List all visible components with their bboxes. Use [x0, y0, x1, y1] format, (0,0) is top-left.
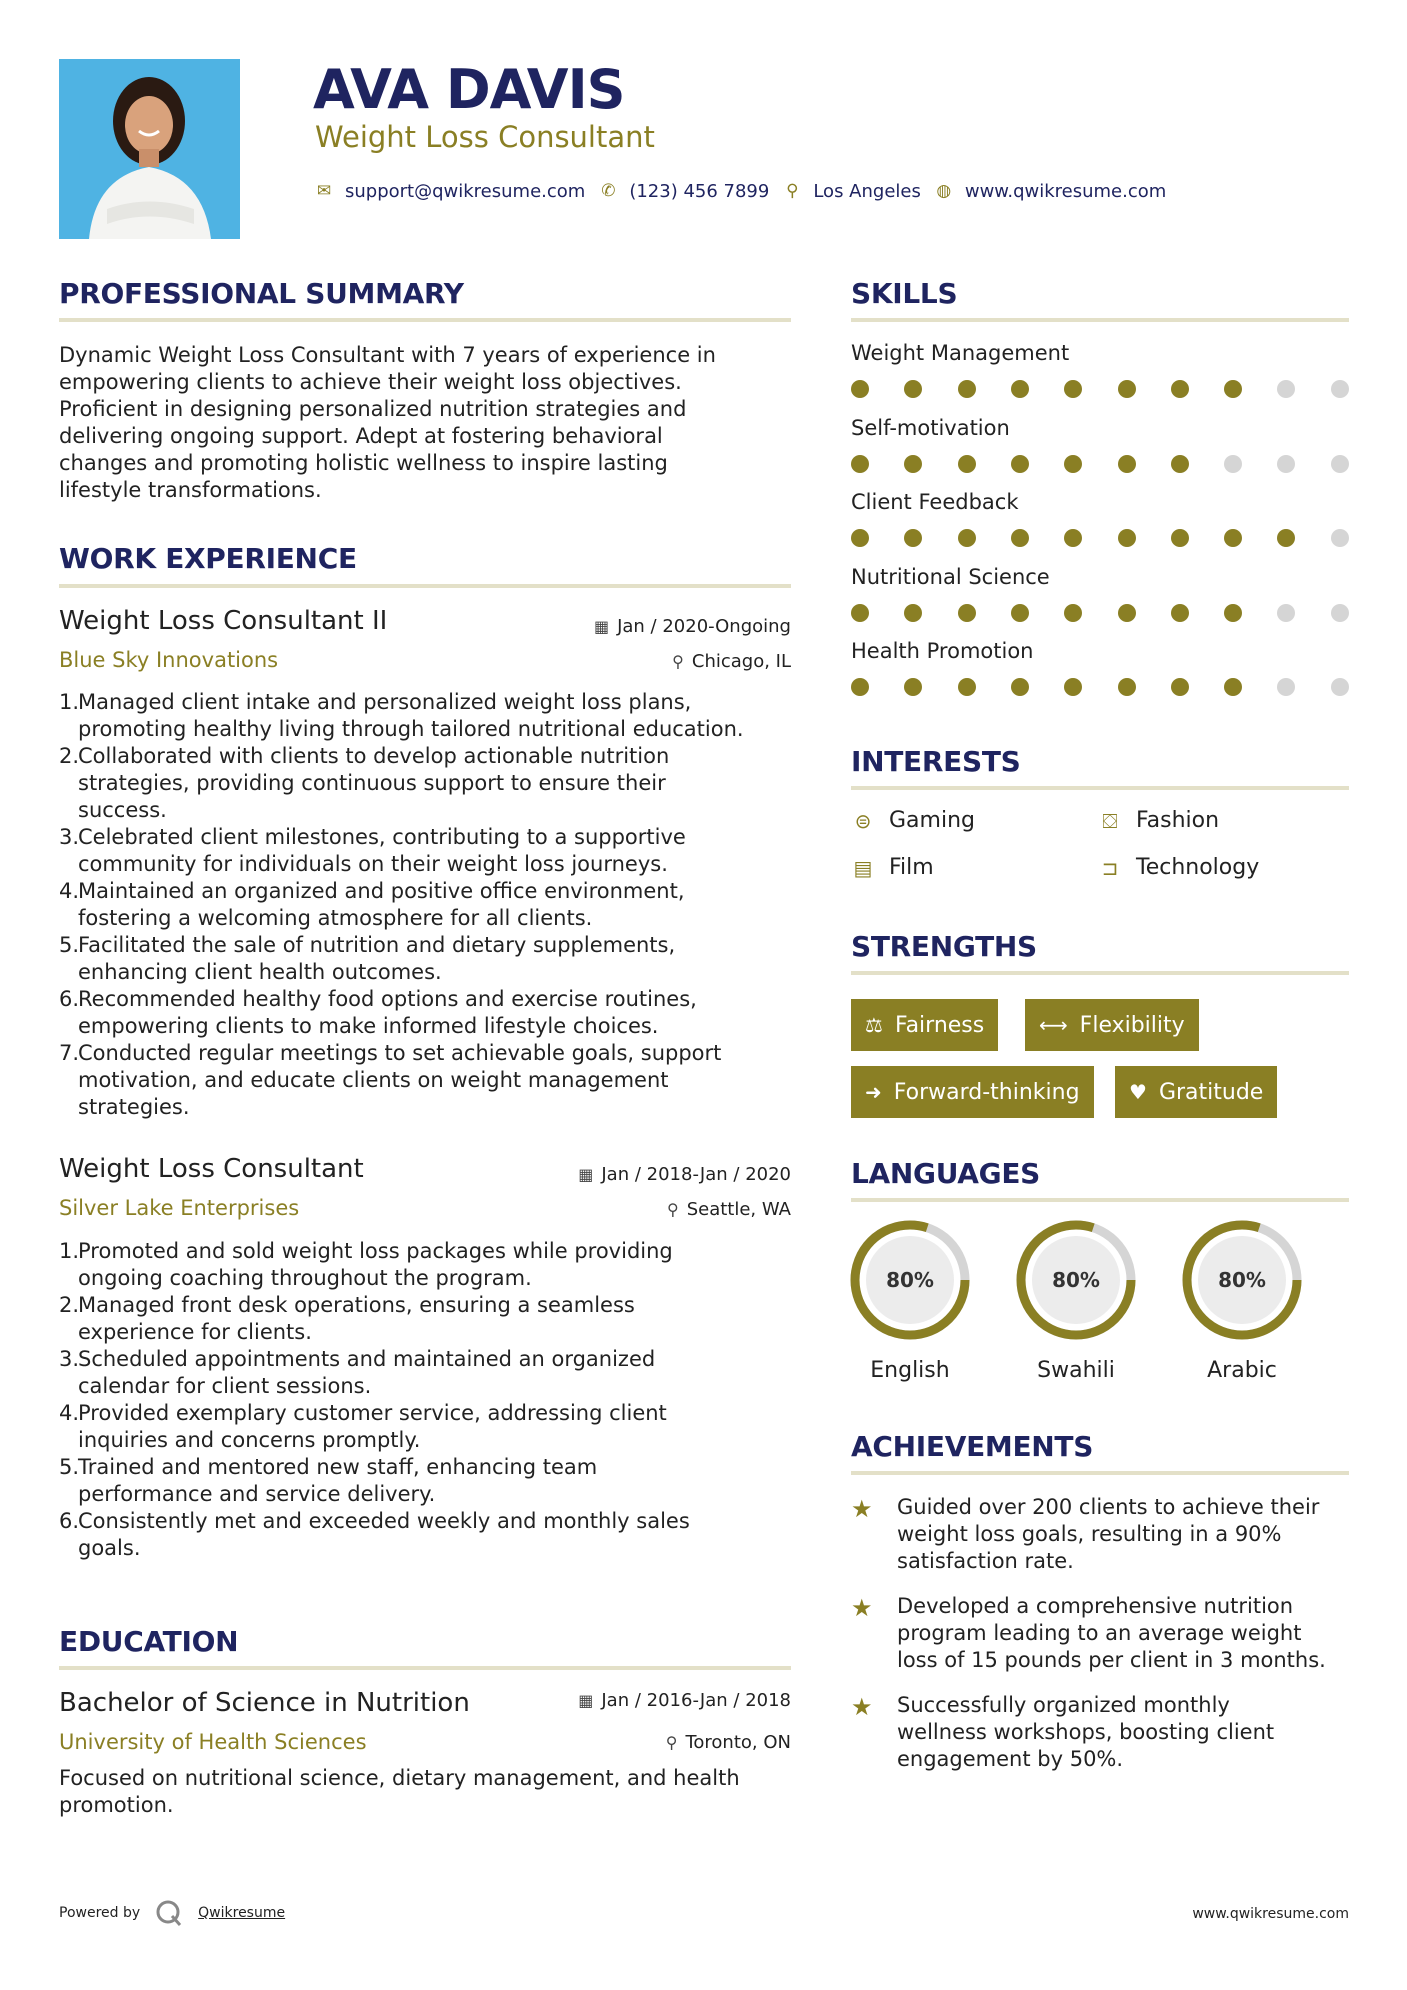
interest-item — [1098, 808, 1219, 833]
job-date-text: Jan / 2018-Jan / 2020 — [601, 1164, 791, 1185]
job-company: Blue Sky Innovations — [59, 648, 279, 672]
rating-dot-filled — [1064, 455, 1082, 473]
bullet-number: 4. — [59, 1401, 80, 1425]
rating-dot-filled — [1224, 380, 1242, 398]
interest-item — [851, 855, 934, 880]
brand-link[interactable]: Qwikresume — [198, 1905, 286, 1921]
rating-dot-filled — [1064, 380, 1082, 398]
experience-heading: WORK EXPERIENCE — [59, 542, 357, 575]
scale-icon: ⚖ — [865, 1013, 883, 1037]
language-item — [1180, 1218, 1304, 1383]
bullet-item — [59, 1508, 799, 1562]
education-location — [666, 1732, 791, 1753]
footer-powered — [59, 1898, 285, 1928]
skills-heading: SKILLS — [851, 277, 958, 310]
job-company: Silver Lake Enterprises — [59, 1196, 300, 1220]
bullet-item — [59, 878, 799, 932]
gauge-percent: 80% — [1218, 1268, 1266, 1292]
bullet-item — [59, 1040, 799, 1121]
rating-dot-filled — [1224, 529, 1242, 547]
bullet-number: 5. — [59, 1455, 80, 1479]
rating-dot-filled — [904, 380, 922, 398]
education-line: Focused on nutritional science, dietary management, and health — [59, 1766, 740, 1790]
bullet-item — [59, 689, 799, 743]
rating-dot-filled — [1118, 455, 1136, 473]
strength-tag — [851, 999, 998, 1051]
gauge-percent: 80% — [1052, 1268, 1100, 1292]
language-item — [1014, 1218, 1138, 1383]
achievement-line: satisfaction rate. — [897, 1549, 1074, 1573]
achievement-line: engagement by 50%. — [897, 1747, 1124, 1771]
achievement-line: Guided over 200 clients to achieve their — [897, 1495, 1320, 1519]
phone-icon: ✆ — [601, 181, 616, 201]
bullet-line: Trained and mentored new staff, enhancing team — [78, 1455, 598, 1479]
rating-dot-empty — [1277, 455, 1295, 473]
rating-dot-filled — [1064, 529, 1082, 547]
job-date-text: Jan / 2020-Ongoing — [617, 616, 791, 637]
language-name: Swahili — [1037, 1358, 1115, 1383]
skill-rating — [851, 380, 1349, 400]
languages-divider — [851, 1198, 1349, 1202]
calendar-icon: ▦ — [593, 617, 610, 636]
summary-line: changes and promoting holistic wellness to inspire lasting — [59, 451, 668, 475]
education-location-text: Toronto, ON — [685, 1732, 791, 1753]
rating-dot-filled — [958, 529, 976, 547]
contact-phone[interactable] — [599, 181, 769, 202]
summary-text — [59, 342, 791, 504]
degree-title: Bachelor of Science in Nutrition — [59, 1688, 470, 1718]
strengths-divider — [851, 971, 1349, 975]
gauge-percent: 80% — [886, 1268, 934, 1292]
strength-tag — [1115, 1066, 1277, 1118]
language-gauge — [848, 1218, 972, 1342]
bullet-line: strategies, providing continuous support to ensure their — [78, 771, 666, 795]
bullet-item — [59, 1454, 799, 1508]
skill-rating — [851, 604, 1349, 624]
achievement-item — [851, 1494, 1349, 1575]
job-location-text: Seattle, WA — [686, 1199, 791, 1220]
language-name: Arabic — [1207, 1358, 1277, 1383]
bullet-item — [59, 1346, 799, 1400]
job-location-text: Chicago, IL — [691, 651, 791, 672]
bullet-line: strategies. — [78, 1095, 190, 1119]
skill-rating — [851, 455, 1349, 475]
strength-label: Forward-thinking — [893, 1079, 1080, 1105]
contact-bar — [315, 179, 1166, 203]
achievement-line: Successfully organized monthly — [897, 1693, 1230, 1717]
bullet-line: Provided exemplary customer service, addressing client — [78, 1401, 667, 1425]
bullet-number: 5. — [59, 933, 80, 957]
rating-dot-filled — [904, 455, 922, 473]
experience-divider — [59, 584, 791, 588]
rating-dot-filled — [1011, 678, 1029, 696]
bullet-line: Maintained an organized and positive office environment, — [78, 879, 685, 903]
arrows-horizontal-icon: ⟷ — [1039, 1013, 1068, 1037]
bullet-number: 6. — [59, 1509, 80, 1533]
rating-dot-empty — [1277, 380, 1295, 398]
profile-photo — [59, 59, 240, 239]
bullet-item — [59, 986, 799, 1040]
rating-dot-filled — [851, 380, 869, 398]
achievements-heading: ACHIEVEMENTS — [851, 1430, 1094, 1463]
rating-dot-filled — [958, 678, 976, 696]
rating-dot-filled — [1118, 604, 1136, 622]
interest-label: Film — [889, 855, 934, 880]
bullet-item — [59, 743, 799, 824]
summary-line: empowering clients to achieve their weight loss objectives. — [59, 370, 682, 394]
skills-divider — [851, 318, 1349, 322]
rating-dot-empty — [1331, 380, 1349, 398]
education-date — [578, 1690, 791, 1711]
rating-dot-empty — [1277, 604, 1295, 622]
achievement-item — [851, 1593, 1349, 1674]
summary-divider — [59, 318, 791, 322]
bullet-line: fostering a welcoming atmosphere for all clients. — [78, 906, 593, 930]
bullet-line: calendar for client sessions. — [78, 1374, 372, 1398]
interest-label: Fashion — [1136, 808, 1220, 833]
qwikresume-logo-icon — [154, 1898, 184, 1928]
achievement-line: loss of 15 pounds per client in 3 months. — [897, 1648, 1326, 1672]
summary-line: delivering ongoing support. Adept at fostering behavioral — [59, 424, 663, 448]
job-date — [578, 1164, 791, 1185]
rating-dot-empty — [1277, 678, 1295, 696]
summary-line: lifestyle transformations. — [59, 478, 322, 502]
achievements-divider — [851, 1471, 1349, 1475]
language-gauge — [1014, 1218, 1138, 1342]
education-divider — [59, 1666, 791, 1670]
bullet-line: Scheduled appointments and maintained an organized — [78, 1347, 656, 1371]
contact-website[interactable] — [935, 181, 1166, 202]
interest-label: Technology — [1136, 855, 1260, 880]
strength-label: Fairness — [894, 1012, 985, 1038]
strengths-heading: STRENGTHS — [851, 930, 1037, 963]
languages-heading: LANGUAGES — [851, 1157, 1041, 1190]
bullet-number: 3. — [59, 1347, 80, 1371]
trophy-star-icon: ★ — [851, 1594, 873, 1622]
film-icon: ▤ — [853, 855, 873, 880]
rating-dot-filled — [1171, 678, 1189, 696]
rating-dot-filled — [958, 455, 976, 473]
job-title: Weight Loss Consultant — [59, 1154, 364, 1184]
bullet-number: 2. — [59, 1293, 80, 1317]
bullet-number: 4. — [59, 879, 80, 903]
bullet-line: Recommended healthy food options and exercise routines, — [78, 987, 697, 1011]
bullet-item — [59, 932, 799, 986]
bullet-item — [59, 1400, 799, 1454]
rating-dot-empty — [1331, 529, 1349, 547]
bullet-number: 1. — [59, 1239, 80, 1263]
rating-dot-filled — [1118, 529, 1136, 547]
skill-name: Client Feedback — [851, 490, 1019, 514]
job-location — [672, 651, 791, 672]
laptop-icon: ⊐ — [1101, 855, 1119, 880]
bullet-line: success. — [78, 798, 167, 822]
summary-heading: PROFESSIONAL SUMMARY — [59, 277, 464, 310]
summary-line: Dynamic Weight Loss Consultant with 7 years of experience in — [59, 343, 716, 367]
rating-dot-filled — [1064, 678, 1082, 696]
skill-rating — [851, 678, 1349, 698]
bullet-line: Managed front desk operations, ensuring a seamless — [78, 1293, 635, 1317]
job-bullets — [59, 689, 799, 1121]
rating-dot-filled — [1118, 678, 1136, 696]
candidate-title: Weight Loss Consultant — [315, 120, 655, 154]
bullet-number: 6. — [59, 987, 80, 1011]
rating-dot-filled — [1011, 380, 1029, 398]
rating-dot-filled — [851, 455, 869, 473]
rating-dot-filled — [1224, 604, 1242, 622]
rating-dot-empty — [1224, 455, 1242, 473]
footer-url[interactable]: www.qwikresume.com — [1192, 1906, 1349, 1922]
trophy-star-icon: ★ — [851, 1495, 873, 1523]
bullet-number: 7. — [59, 1041, 80, 1065]
rating-dot-filled — [1277, 529, 1295, 547]
rating-dot-empty — [1331, 604, 1349, 622]
gamepad-icon: ⊜ — [854, 808, 872, 833]
language-gauge — [1180, 1218, 1304, 1342]
bullet-line: performance and service delivery. — [78, 1482, 436, 1506]
rating-dot-empty — [1331, 455, 1349, 473]
language-item — [848, 1218, 972, 1383]
strength-label: Flexibility — [1079, 1012, 1185, 1038]
rating-dot-filled — [1171, 529, 1189, 547]
calendar-icon: ▦ — [578, 1691, 594, 1710]
language-name: English — [870, 1358, 950, 1383]
job-title: Weight Loss Consultant II — [59, 606, 388, 636]
pin-icon: ⚲ — [665, 1733, 678, 1752]
skill-name: Weight Management — [851, 341, 1070, 365]
job-location — [667, 1199, 791, 1220]
bullet-line: Celebrated client milestones, contributing to a supportive — [78, 825, 686, 849]
education-line: promotion. — [59, 1793, 174, 1817]
education-heading: EDUCATION — [59, 1625, 239, 1658]
website-text[interactable]: www.qwikresume.com — [964, 180, 1167, 202]
skill-name: Nutritional Science — [851, 565, 1050, 589]
trophy-star-icon: ★ — [851, 1693, 873, 1721]
school-name: University of Health Sciences — [59, 1730, 367, 1754]
bullet-line: experience for clients. — [78, 1320, 312, 1344]
achievement-item — [851, 1692, 1349, 1773]
rating-dot-filled — [904, 529, 922, 547]
rating-dot-filled — [1011, 529, 1029, 547]
bullet-line: inquiries and concerns promptly. — [78, 1428, 421, 1452]
rating-dot-filled — [851, 678, 869, 696]
achievement-line: weight loss goals, resulting in a 90% — [897, 1522, 1282, 1546]
rating-dot-filled — [1224, 678, 1242, 696]
rating-dot-empty — [1331, 678, 1349, 696]
rating-dot-filled — [1011, 604, 1029, 622]
bullet-line: promoting healthy living through tailored nutritional education. — [78, 717, 744, 741]
bullet-line: enhancing client health outcomes. — [78, 960, 442, 984]
envelope-icon: ✉ — [316, 181, 332, 201]
education-description — [59, 1765, 799, 1819]
heart-icon: ♥ — [1129, 1080, 1147, 1104]
bullet-line: Conducted regular meetings to set achievable goals, support — [78, 1041, 722, 1065]
bullet-number: 3. — [59, 825, 80, 849]
strength-label: Gratitude — [1158, 1079, 1264, 1105]
interests-heading: INTERESTS — [851, 745, 1021, 778]
rating-dot-filled — [904, 678, 922, 696]
globe-icon: ◍ — [936, 181, 952, 201]
bullet-line: Collaborated with clients to develop actionable nutrition — [78, 744, 670, 768]
interest-label: Gaming — [889, 808, 975, 833]
phone-text[interactable]: (123) 456 7899 — [629, 180, 770, 202]
bullet-line: motivation, and educate clients on weight management — [78, 1068, 669, 1092]
interest-item — [1098, 855, 1259, 880]
strength-tag — [1025, 999, 1199, 1051]
rating-dot-filled — [904, 604, 922, 622]
candidate-name: AVA DAVIS — [313, 58, 625, 121]
skill-name: Self-motivation — [851, 416, 1010, 440]
rating-dot-filled — [1171, 455, 1189, 473]
achievement-line: program leading to an average weight — [897, 1621, 1302, 1645]
pin-icon: ⚲ — [666, 1200, 679, 1219]
bullet-item — [59, 824, 799, 878]
bullet-line: goals. — [78, 1536, 141, 1560]
rating-dot-filled — [1011, 455, 1029, 473]
rating-dot-filled — [1118, 380, 1136, 398]
skill-rating — [851, 529, 1349, 549]
achievement-line: Developed a comprehensive nutrition — [897, 1594, 1294, 1618]
job-date — [594, 616, 791, 637]
bullet-number: 2. — [59, 744, 80, 768]
job-bullets — [59, 1238, 799, 1562]
rating-dot-filled — [958, 604, 976, 622]
pin-icon: ⚲ — [672, 652, 684, 671]
bullet-item — [59, 1238, 799, 1292]
calendar-icon: ▦ — [578, 1165, 594, 1184]
map-pin-icon: ⚲ — [786, 181, 799, 201]
rating-dot-filled — [1171, 604, 1189, 622]
contact-email[interactable] — [315, 181, 585, 202]
skill-name: Health Promotion — [851, 639, 1034, 663]
rating-dot-filled — [1064, 604, 1082, 622]
shopping-bag-icon: ⛋ — [1102, 808, 1118, 833]
rating-dot-filled — [851, 529, 869, 547]
bullet-line: ongoing coaching throughout the program. — [78, 1266, 532, 1290]
bullet-item — [59, 1292, 799, 1346]
powered-by-text: Powered by — [59, 1905, 141, 1921]
summary-line: Proficient in designing personalized nutrition strategies and — [59, 397, 687, 421]
bullet-number: 1. — [59, 690, 80, 714]
achievement-line: wellness workshops, boosting client — [897, 1720, 1275, 1744]
contact-location — [783, 181, 921, 202]
arrow-right-icon: ➜ — [865, 1080, 882, 1104]
bullet-line: community for individuals on their weight loss journeys. — [78, 852, 668, 876]
email-text[interactable]: support@qwikresume.com — [345, 180, 586, 202]
interests-divider — [851, 786, 1349, 790]
bullet-line: empowering clients to make informed lifestyle choices. — [78, 1014, 659, 1038]
bullet-line: Consistently met and exceeded weekly and monthly sales — [78, 1509, 690, 1533]
bullet-line: Managed client intake and personalized weight loss plans, — [78, 690, 692, 714]
rating-dot-filled — [958, 380, 976, 398]
rating-dot-filled — [1171, 380, 1189, 398]
strength-tag — [851, 1066, 1094, 1118]
interest-item — [851, 808, 975, 833]
bullet-line: Promoted and sold weight loss packages while providing — [78, 1239, 673, 1263]
location-text: Los Angeles — [813, 180, 921, 202]
bullet-line: Facilitated the sale of nutrition and dietary supplements, — [78, 933, 676, 957]
rating-dot-filled — [851, 604, 869, 622]
education-date-text: Jan / 2016-Jan / 2018 — [601, 1690, 791, 1711]
